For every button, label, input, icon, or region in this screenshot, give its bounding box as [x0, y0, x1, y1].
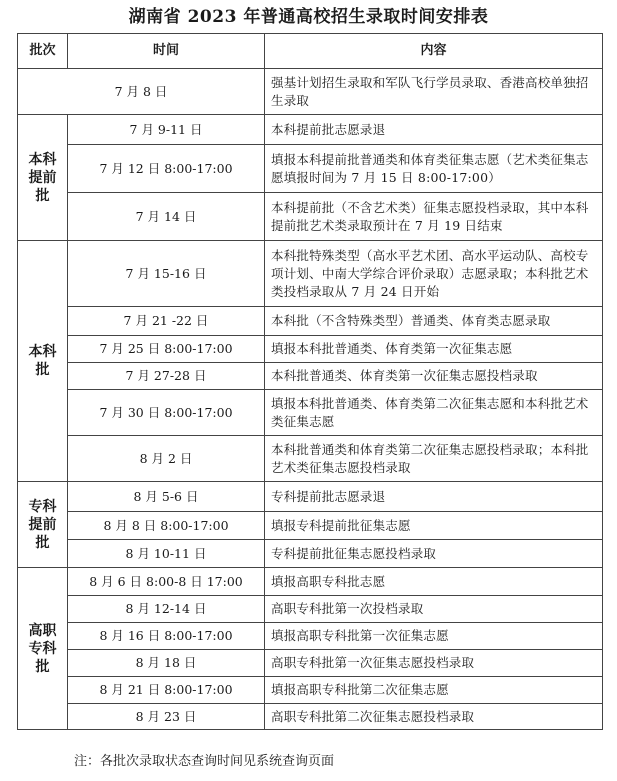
table-row	[18, 436, 603, 482]
content-cell: 专科提前批志愿录退	[265, 482, 603, 512]
content-cell: 填报本科批普通类、体育类第二次征集志愿和本科批艺术类征集志愿	[265, 390, 603, 436]
batch-line: 本科	[28, 344, 57, 360]
content-cell: 高职专科批第二次征集志愿投档录取	[265, 704, 603, 730]
table-row	[18, 568, 603, 596]
footnote: 注：各批次录取状态查询时间见系统查询页面	[74, 754, 335, 769]
time-cell: 7 月 14 日	[68, 193, 265, 241]
batch-line: 高职	[28, 622, 57, 639]
time-cell: 8 月 8 日 8:00-17:00	[68, 512, 265, 540]
schedule-table	[17, 33, 603, 730]
time-cell: 7 月 25 日 8:00-17:00	[68, 336, 265, 363]
content-cell: 填报高职专科批第一次征集志愿	[265, 623, 603, 650]
batch-cell-benke	[18, 241, 68, 482]
content-cell: 本科批（不含特殊类型）普通类、体育类志愿录取	[265, 307, 603, 336]
table-row	[18, 390, 603, 436]
table-row	[18, 623, 603, 650]
content-cell: 本科批普通类和体育类第二次征集志愿投档录取；本科批艺术类征集志愿投档录取	[265, 436, 603, 482]
batch-cell-zhuanke-tiqian	[18, 482, 68, 568]
batch-line: 批	[35, 658, 50, 675]
time-cell: 8 月 10-11 日	[68, 540, 265, 568]
content-cell: 本科批普通类、体育类第一次征集志愿投档录取	[265, 363, 603, 390]
time-cell: 8 月 16 日 8:00-17:00	[68, 623, 265, 650]
time-cell: 8 月 6 日 8:00-8 日 17:00	[68, 568, 265, 596]
table-row	[18, 241, 603, 307]
time-cell: 8 月 21 日 8:00-17:00	[68, 677, 265, 704]
time-cell: 8 月 2 日	[68, 436, 265, 482]
content-cell: 填报高职专科批志愿	[265, 568, 603, 596]
content-cell: 填报本科批普通类、体育类第一次征集志愿	[265, 336, 603, 363]
table-row	[18, 596, 603, 623]
batch-cell-gaozhi	[18, 568, 68, 730]
content-cell: 专科提前批征集志愿投档录取	[265, 540, 603, 568]
table-row	[18, 677, 603, 704]
content-cell: 填报高职专科批第二次征集志愿	[265, 677, 603, 704]
time-cell: 7 月 21 -22 日	[68, 307, 265, 336]
content-cell: 填报本科提前批普通类和体育类征集志愿（艺术类征集志愿填报时间为 7 月 15 日 8:00-17:00）	[265, 145, 603, 193]
table-row	[18, 193, 603, 241]
time-cell: 8 月 18 日	[68, 650, 265, 677]
table-row	[18, 512, 603, 540]
table-row	[18, 482, 603, 512]
table-row	[18, 336, 603, 363]
table-row	[18, 145, 603, 193]
table-row	[18, 704, 603, 730]
header-batch: 批次	[18, 34, 68, 69]
time-cell: 8 月 12-14 日	[68, 596, 265, 623]
table-row	[18, 115, 603, 145]
table-row	[18, 69, 603, 115]
content-cell: 本科批特殊类型（高水平艺术团、高水平运动队、高校专项计划、中南大学综合评价录取）志愿录取；本科批艺术类投档录取从 7 月 24 日开始	[265, 241, 603, 307]
batch-line: 批	[35, 187, 50, 204]
time-cell: 7 月 9-11 日	[68, 115, 265, 145]
batch-line: 提前	[28, 516, 57, 533]
batch-cell-benke-tiqian	[18, 115, 68, 241]
header-time: 时间	[68, 34, 265, 69]
table-row	[18, 540, 603, 568]
batch-line: 批	[35, 362, 50, 378]
content-cell: 高职专科批第一次征集志愿投档录取	[265, 650, 603, 677]
batch-line: 本科	[28, 151, 57, 168]
batch-line: 专科	[28, 498, 57, 515]
batch-line: 专科	[28, 640, 57, 657]
time-cell: 8 月 23 日	[68, 704, 265, 730]
time-cell: 7 月 8 日	[18, 69, 265, 115]
content-cell: 本科提前批志愿录退	[265, 115, 603, 145]
table-header-row	[18, 34, 603, 69]
time-cell: 7 月 30 日 8:00-17:00	[68, 390, 265, 436]
time-cell: 7 月 12 日 8:00-17:00	[68, 145, 265, 193]
page-title: 湖南省 2023 年普通高校招生录取时间安排表	[128, 7, 489, 27]
batch-line: 提前	[28, 169, 57, 186]
content-cell: 填报专科提前批征集志愿	[265, 512, 603, 540]
content-cell: 高职专科批第一次投档录取	[265, 596, 603, 623]
content-cell: 本科提前批（不含艺术类）征集志愿投档录取，其中本科提前批艺术类录取预计在 7 月 19 日结束	[265, 193, 603, 241]
time-cell: 7 月 27-28 日	[68, 363, 265, 390]
header-content: 内容	[265, 34, 603, 69]
table-row	[18, 307, 603, 336]
time-cell: 8 月 5-6 日	[68, 482, 265, 512]
table-row	[18, 363, 603, 390]
batch-line: 批	[35, 534, 50, 551]
content-cell: 强基计划招生录取和军队飞行学员录取、香港高校单独招生录取	[265, 69, 603, 115]
time-cell: 7 月 15-16 日	[68, 241, 265, 307]
table-row	[18, 650, 603, 677]
